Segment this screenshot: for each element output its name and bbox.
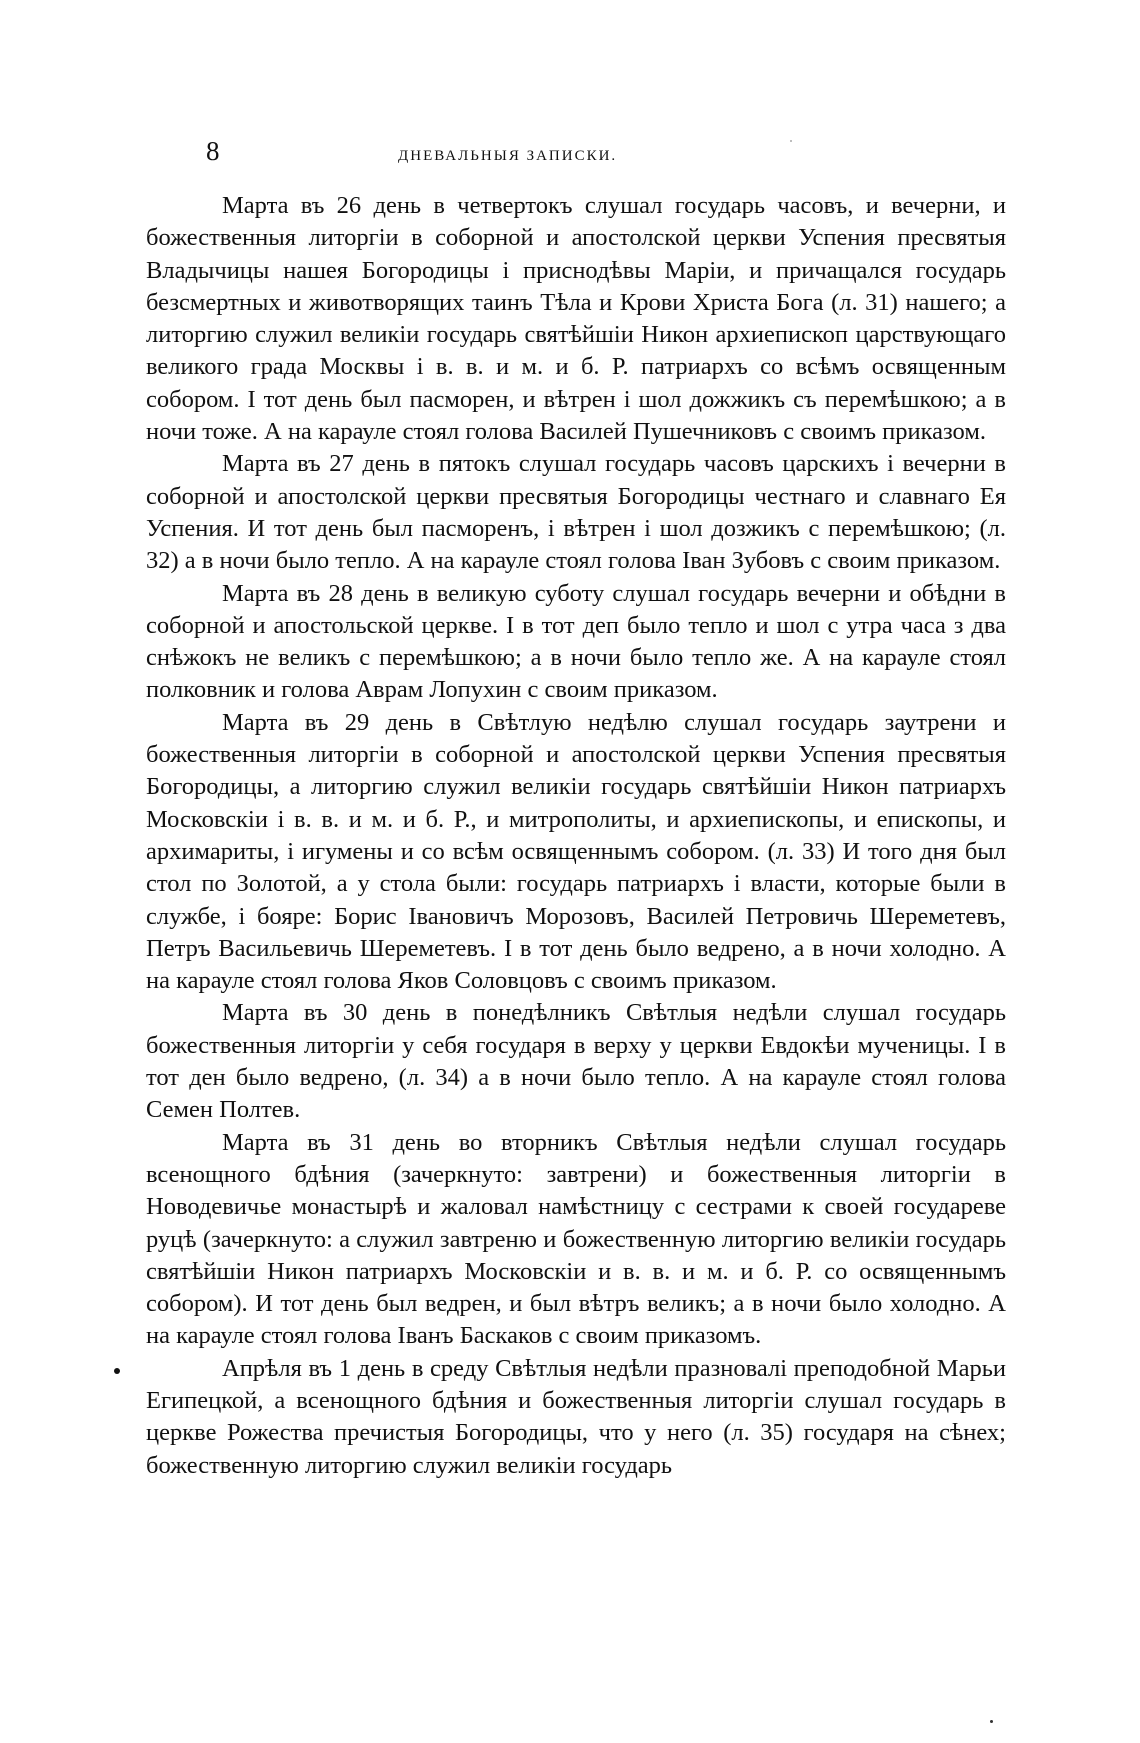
paragraph-march-31: Марта въ 31 день во вторникъ Свѣтлыя недѣли слушал государь всенощного бдѣния (зачеркнуто: завтрени) и божественныя литоргiи в Новодевичье монастырѣ и жаловал намѣстницу с сестрами к своей государеве руцѣ (зачеркнуто: а служил завтреню и божественную литоргию великiи государь святѣйшiи Никон патриархъ Московскiи и в. в. и м. и б. Р. со освященнымъ собором). И тот день был ведрен, и был вѣтръ великъ; а в ночи было холодно. А на карауле стоял голова Iванъ Баскаков с своим приказомъ.	[146, 1128, 1006, 1350]
margin-dot-mark	[114, 1368, 120, 1374]
paragraph-april-1: Апрѣля въ 1 день в среду Свѣтлыя недѣли празновалi преподобной Марьи Египецкой, а всенощного бдѣния и божественныя литоргiи слушал государь в церкве Рожества пречистыя Богородицы, что у него (л. 35) государя на сѣнех; божественную литоргию служил великiи государь	[146, 1354, 1006, 1479]
paragraph-march-26: Марта въ 26 день в четвертокъ слушал государь часовъ, и вечерни, и божественныя литоргiи в соборной и апостолской церкви Успения пресвятыя Владычицы нашея Богородицы i приснодѣвы Марiи, и причащался государь безсмертных и животворящих таинъ Тѣла и Крови Христа Бога (л. 31) нашего; а литоргию служил великiи государь святѣйшiи Никон архиепископ царствующаго великого града Москвы i в. в. и м. и б. Р. патриархъ со всѣмъ освященным собором. I тот день был пасморен, и вѣтрен i шол дожжикъ съ перемѣшкою; а в ночи тоже. А на карауле стоял голова Василей Пушечниковъ с своимъ приказом.	[146, 192, 1006, 446]
print-speck	[990, 1720, 993, 1723]
running-title: ДНЕВАЛЬНЫЯ ЗАПИСКИ.	[398, 148, 618, 164]
paragraph-march-27: Марта въ 27 день в пятокъ слушал государь часовъ царскихъ i вечерни в соборной и апостолской церкви пресвятыя Богородицы честнаго и славнаго Ея Успения. И тот день был пасморенъ, i вѣтрен i шол дозжикъ с перемѣшкою; (л. 32) а в ночи было тепло. А на карауле стоял голова Iван Зубовъ с своим приказом.	[146, 450, 1006, 575]
print-speck	[790, 140, 792, 142]
page-number: 8	[206, 136, 220, 166]
paragraph-march-29: Марта въ 29 день в Свѣтлую недѣлю слушал государь заутрени и божественныя литоргiи в соборной и апостолской церкви Успения пресвятыя Богородицы, а литоргию служил великiи государь святѣйшiи Никон патриархъ Московскiи i в. в. и м. и б. Р., и митрополиты, и архиепископы, и епископы, и архимариты, i игумены и со всѣм освященнымъ собором. (л. 33) И того дня был стол по Золотой, а у стола были: государь патриархъ i власти, которые были в службе, i бояре: Борис Iвановичъ Морозовъ, Василей Петровичь Шереметевъ, Петръ Васильевичь Шереметевъ. I в тот день было ведрено, а в ночи холодно. А на карауле стоял голова Яков Соловцовъ с своимъ приказом.	[146, 708, 1006, 995]
paragraph-march-28: Марта въ 28 день в великую суботу слушал государь вечерни и обѣдни в соборной и апостольской церкве. I в тот деп было тепло и шол с утра часа з два снѣжокъ не великъ с перемѣшкою; а в ночи было тепло же. А на карауле стоял полковник и голова Аврам Лопухин с своим приказом.	[146, 579, 1006, 704]
body-text	[146, 190, 1006, 1482]
paragraph-march-30: Марта въ 30 день в понедѣлникъ Свѣтлыя недѣли слушал государь божественныя литоргiи у себя государя в верху у церкви Евдокѣи мученицы. I в тот ден было ведрено, (л. 34) а в ночи было тепло. А на карауле стоял голова Семен Полтев.	[146, 999, 1006, 1124]
